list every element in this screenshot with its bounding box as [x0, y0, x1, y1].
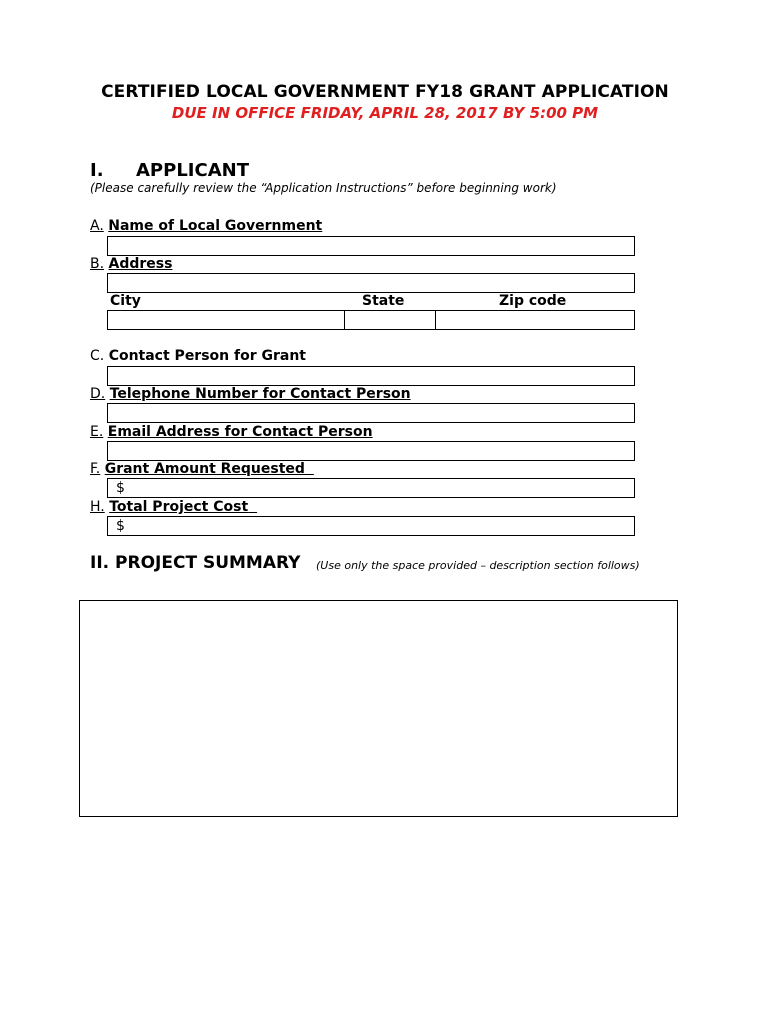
city-label: City — [110, 293, 141, 309]
field-letter: C. — [90, 348, 105, 364]
grant-amount-field[interactable]: $ — [107, 478, 635, 498]
field-label-contact-person — [90, 348, 306, 364]
state-field[interactable] — [344, 310, 436, 330]
section-title: APPLICANT — [136, 160, 249, 181]
zip-field[interactable] — [435, 310, 635, 330]
project-summary-textbox[interactable] — [79, 600, 678, 817]
field-label-text: Grant Amount Requested — [104, 461, 305, 477]
field-label-text: Contact Person for Grant — [108, 348, 306, 364]
field-label-grant-amount — [90, 461, 314, 477]
project-summary-title: II. PROJECT SUMMARY — [90, 553, 301, 573]
field-label-text: Address — [108, 256, 173, 272]
contact-person-field[interactable] — [107, 366, 635, 386]
total-cost-field[interactable]: $ — [107, 516, 635, 536]
section-number: I. — [90, 160, 104, 181]
email-field[interactable] — [107, 441, 635, 461]
field-label-government-name — [90, 218, 322, 234]
field-label-text: Name of Local Government — [108, 218, 323, 234]
field-label-email — [90, 424, 373, 440]
telephone-field[interactable] — [107, 403, 635, 423]
project-summary-note: (Use only the space provided – description section follows) — [316, 559, 640, 572]
field-letter: A. — [90, 218, 104, 234]
government-name-field[interactable] — [107, 236, 635, 256]
due-date-notice: DUE IN OFFICE FRIDAY, APRIL 28, 2017 BY 5:00 PM — [171, 104, 599, 122]
field-label-address — [90, 256, 172, 272]
field-label-text: Telephone Number for Contact Person — [109, 386, 411, 402]
field-label-total-cost — [90, 499, 257, 515]
field-letter: H. — [90, 499, 105, 515]
city-field[interactable] — [107, 310, 345, 330]
field-letter: F. — [90, 461, 101, 477]
field-label-text: Email Address for Contact Person — [107, 424, 373, 440]
field-label-text: Total Project Cost — [109, 499, 249, 515]
field-label-telephone — [90, 386, 411, 402]
zip-label: Zip code — [499, 293, 567, 309]
form-title: CERTIFIED LOCAL GOVERNMENT FY18 GRANT APPLICATION — [101, 82, 669, 102]
field-letter: D. — [90, 386, 106, 402]
field-letter: E. — [90, 424, 104, 440]
field-letter: B. — [90, 256, 105, 272]
state-label: State — [362, 293, 405, 309]
section-note: (Please carefully review the “Application Instructions” before beginning work) — [90, 181, 557, 195]
address-field[interactable] — [107, 273, 635, 293]
